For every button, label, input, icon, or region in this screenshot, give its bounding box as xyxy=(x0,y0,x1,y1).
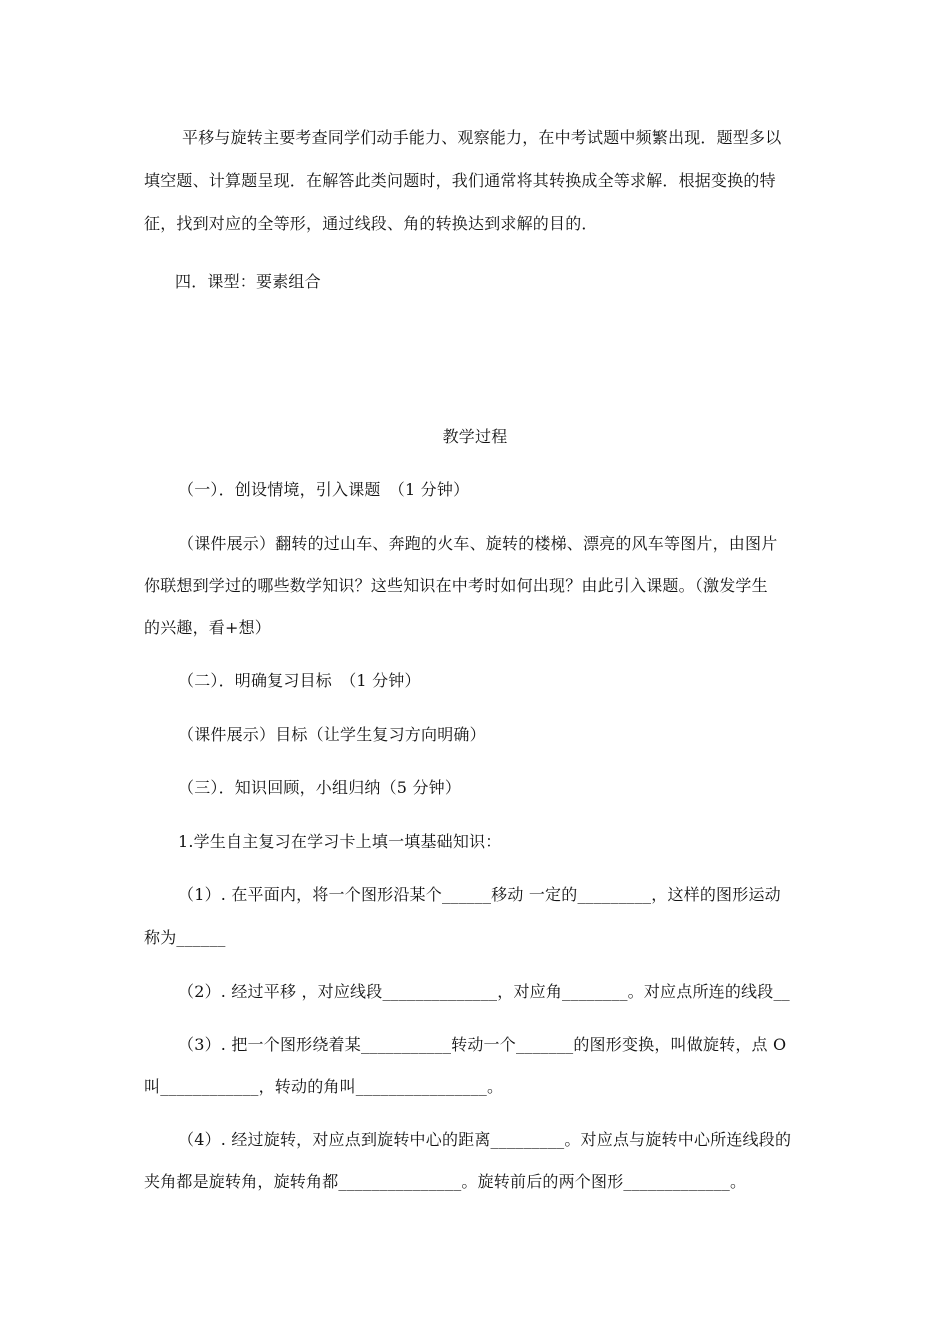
question-4-line-2: 夹角都是旋转角，旋转角都_______________。旋转前后的两个图形_____________。 xyxy=(144,1172,747,1191)
section3-intro: 1.学生自主复习在学习卡上填一填基础知识： xyxy=(178,832,502,851)
section1-line-3: 的兴趣，看+想） xyxy=(144,618,272,637)
lesson-type: 四．课型：要素组合 xyxy=(175,272,321,291)
section2-line-1: （课件展示）目标（让学生复习方向明确） xyxy=(178,725,486,744)
question-4-line-1: （4）. 经过旋转，对应点到旋转中心的距离_________。对应点与旋转中心所连线段的 xyxy=(178,1130,792,1149)
section1-line-2: 你联想到学过的哪些数学知识？这些知识在中考时如何出现？由此引入课题。（激发学生 xyxy=(144,576,768,595)
question-1-line-2: 称为______ xyxy=(144,928,226,947)
question-3-line-2: 叫____________，转动的角叫________________。 xyxy=(144,1077,504,1096)
question-3-line-1: （3）. 把一个图形绕着某___________转动一个_______的图形变换，叫做旋转，点 O xyxy=(178,1035,787,1054)
process-title: 教学过程 xyxy=(442,427,508,446)
section3-heading: （三）．知识回顾，小组归纳（5 分钟） xyxy=(178,778,462,797)
question-1-line-1: （1）. 在平面内，将一个图形沿某个______移动 一定的_________，这样的图形运动 xyxy=(178,885,781,904)
section1-line-1: （课件展示）翻转的过山车、奔跑的火车、旋转的楼梯、漂亮的风车等图片，由图片 xyxy=(178,534,778,553)
section1-heading: （一）．创设情境，引入课题 （1 分钟） xyxy=(178,480,470,499)
intro-line-3: 征，找到对应的全等形，通过线段、角的转换达到求解的目的． xyxy=(144,214,598,233)
intro-line-1: 平移与旋转主要考查同学们动手能力、观察能力，在中考试题中频繁出现．题型多以 xyxy=(182,128,782,147)
intro-line-2: 填空题、计算题呈现．在解答此类问题时，我们通常将其转换成全等求解．根据变换的特 xyxy=(144,171,776,190)
question-2-line-1: （2）. 经过平移 ，对应线段______________，对应角________。对应点所连的线段__ xyxy=(178,982,790,1001)
section2-heading: （二）．明确复习目标 （1 分钟） xyxy=(178,671,421,690)
